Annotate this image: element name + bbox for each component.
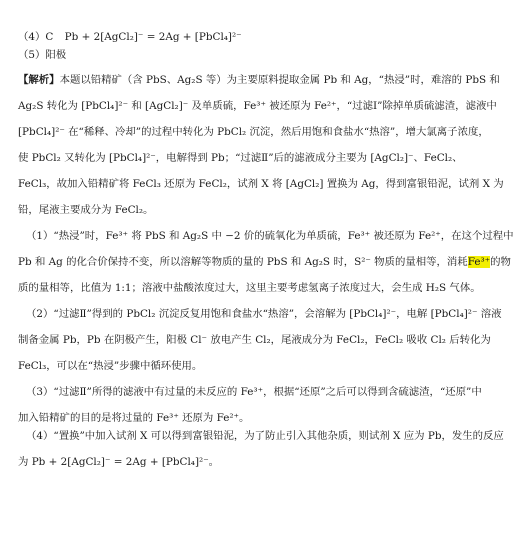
highlighted-ion: Fe³⁺ [467,256,491,268]
analysis-line-6: 铅，尾液主要成分为 FeCl₂。 [18,204,154,216]
analysis-text-1: 本题以铅精矿（含 PbS、Ag₂S 等）为主要原料提取金属 Pb 和 Ag，“热浸”时，难溶的 PbS 和 [59,74,500,86]
explanation-4 [18,429,504,469]
explanation-2-line-1: （2）“过滤Ⅱ”得到的 PbCl₂ 沉淀反复用饱和食盐水“热溶”，会溶解为 [PbCl₄]²⁻，电解 [PbCl₄]²⁻ 溶液 [26,308,502,320]
explanation-2-line-3: FeCl₃，可以在“热浸”步骤中循环使用。 [18,360,203,372]
analysis-tag: 【解析】 [18,74,60,86]
analysis-line-4: 使 PbCl₂ 又转化为 [PbCl₄]²⁻，电解得到 Pb；“过滤Ⅱ”后的滤液成分主要为 [AgCl₂]⁻、FeCl₂、 [18,152,463,164]
answer-4-label: （4）C [18,31,54,43]
answer-4-equation: Pb + 2[AgCl₂]⁻ = 2Ag + [PbCl₄]²⁻ [64,31,242,43]
analysis-line-5: FeCl₃，故加入铅精矿将 FeCl₃ 还原为 FeCl₂，试剂 X 将 [AgCl₂] 置换为 Ag，得到富银铅泥，试剂 X 为 [18,178,504,190]
explanation-1-tail: 的物 [490,256,511,268]
explanation-1-line-3: 质的量相等，比值为 1:1；溶液中盐酸浓度过大，这里主要考虑氢离子浓度过大，会生成 H₂S 气体。 [18,282,481,294]
analysis-line-2: Ag₂S 转化为 [PbCl₄]²⁻ 和 [AgCl₂]⁻ 及单质硫，Fe³⁺ 被还原为 Fe²⁺，“过滤Ⅰ”除掉单质硫滤渣，滤液中 [18,100,497,112]
explanation-1 [18,229,514,295]
explanation-2 [18,307,502,373]
explanation-3-line-2: 加入铅精矿的目的是将过量的 Fe³⁺ 还原为 Fe²⁺。 [18,412,250,424]
explanation-4-line-2: 为 Pb + 2[AgCl₂]⁻ = 2Ag + [PbCl₄]²⁻。 [18,456,220,468]
explanation-2-line-2: 制备金属 Pb，Pb 在阴极产生，阳极 Cl⁻ 放电产生 Cl₂，尾液成分为 FeCl₂，FeCl₂ 吸收 Cl₂ 后转化为 [18,334,491,346]
explanation-3 [18,385,482,425]
explanation-1-line-1: （1）“热浸”时，Fe³⁺ 将 PbS 和 Ag₂S 中 −2 价的硫氧化为单质硫，Fe³⁺ 被还原为 Fe²⁺，在这个过程中 [26,230,514,242]
explanation-1-line-2 [18,255,511,269]
explanation-4-line-1: （4）“置换”中加入试剂 X 可以得到富银铅泥，为了防止引入其他杂质，则试剂 X 应为 Pb，发生的反应 [26,430,504,442]
explanation-3-line-1: （3）“过滤Ⅱ”所得的滤液中有过量的未反应的 Fe³⁺，根据“还原”之后可以得到含硫滤渣，“还原”中 [26,386,482,398]
analysis-line-1 [18,73,500,87]
answer-4 [18,30,475,44]
answer-5: （5）阳极 [18,49,67,61]
analysis-section [18,73,504,217]
analysis-line-3: [PbCl₄]²⁻ 在“稀释、冷却”的过程中转化为 PbCl₂ 沉淀，然后用饱和食盐水“热溶”，增大氯离子浓度， [18,126,489,138]
explanation-1-text: Pb 和 Ag 的化合价保持不变，所以溶解等物质的量的 PbS 和 Ag₂S 时，S²⁻ 物质的量相等，消耗 [18,256,468,268]
